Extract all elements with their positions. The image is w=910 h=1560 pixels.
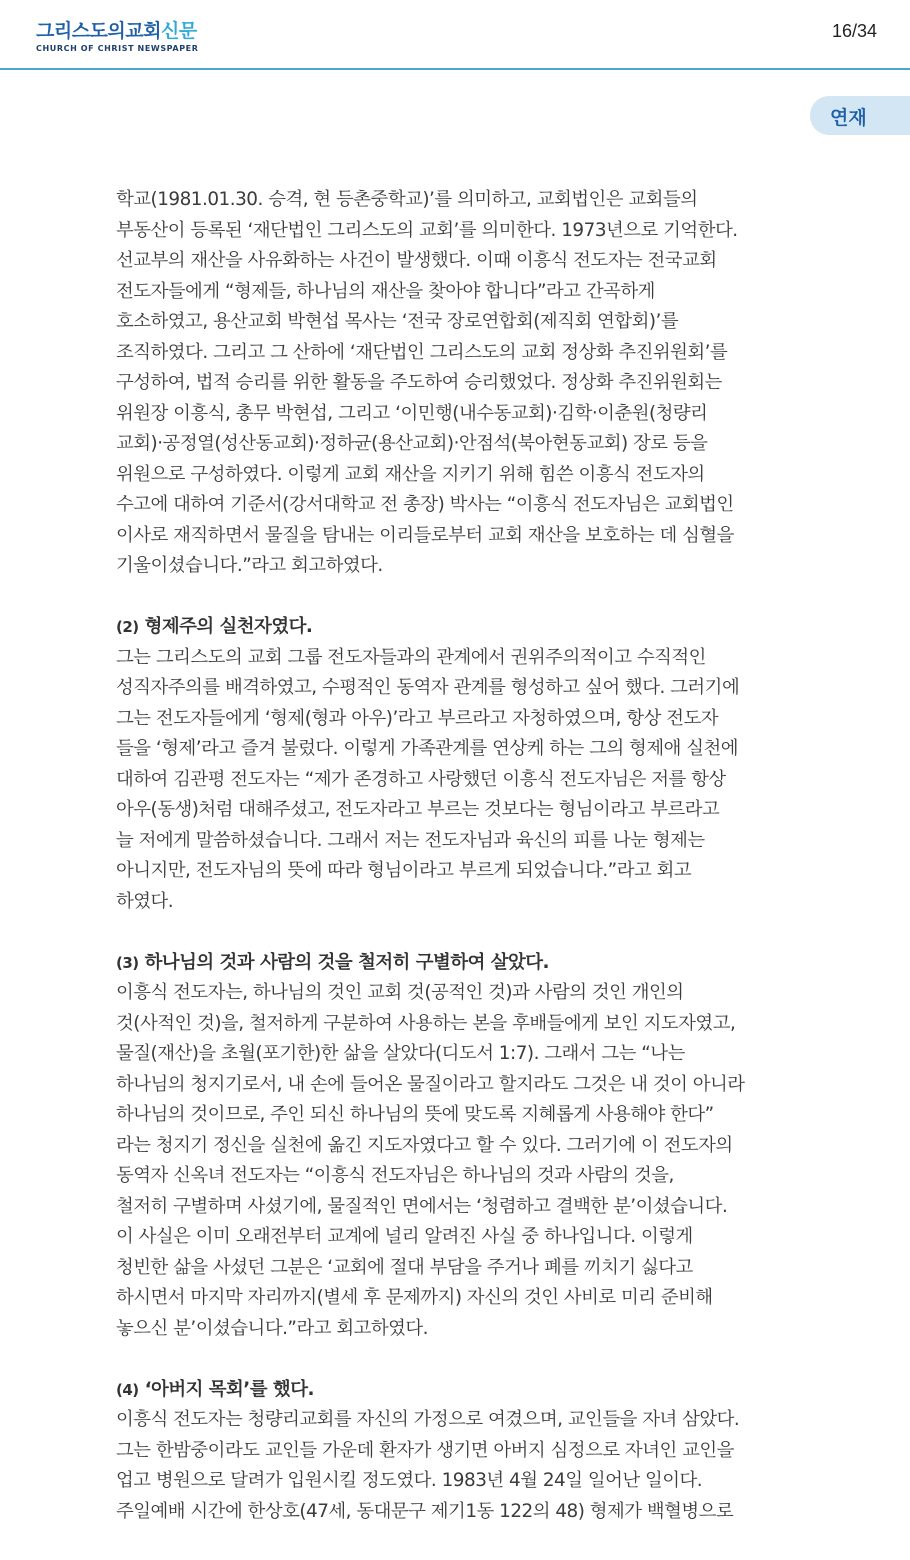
- text-line: 호소하였고, 용산교회 박현섭 목사는 ‘전국 장로연합회(제직회 연합회)’를: [116, 311, 679, 332]
- text-line: 그는 전도자들에게 ‘형제(형과 아우)’라고 부르라고 자청하였으며, 항상 전도자: [116, 707, 719, 729]
- paragraph-gap: [116, 582, 806, 613]
- text-line: 것(사적인 것)을, 철저하게 구분하여 사용하는 본을 후배들에게 보인 지도자였고,: [116, 1012, 736, 1034]
- heading-text: 하나님의 것과 사람의 것을 철저히 구별하여 살았다.: [144, 951, 550, 973]
- text-line: 하시면서 마지막 자리까지(별세 후 문제까지) 자신의 것인 사비로 미리 준비해: [116, 1287, 713, 1308]
- logo-english: CHURCH OF CHRIST NEWSPAPER: [36, 44, 199, 53]
- text-line: 아니지만, 전도자님의 뜻에 따라 형님이라고 부르게 되었습니다.”라고 회고: [116, 860, 692, 881]
- article-body: [116, 185, 806, 1527]
- text-line: 동역자 신옥녀 전도자는 “이흥식 전도자님은 하나님의 것과 사람의 것을,: [116, 1165, 674, 1186]
- text-line: 이흥식 전도자는 청량리교회를 자신의 가정으로 여겼으며, 교인들을 자녀 삼았다.: [116, 1409, 740, 1430]
- text-line: 라는 청지기 정신을 실천에 옮긴 지도자였다고 할 수 있다. 그러기에 이 전도자의: [116, 1134, 733, 1156]
- section-heading-2: [116, 612, 806, 643]
- text-line: 이사로 재직하면서 물질을 탐내는 이리들로부터 교회 재산을 보호하는 데 심혈을: [116, 524, 734, 546]
- heading-number: (3): [116, 953, 139, 972]
- heading-number: (4): [116, 1380, 139, 1399]
- text-line: 하나님의 것이므로, 주인 되신 하나님의 뜻에 맞도록 지혜롭게 사용해야 한다”: [116, 1104, 714, 1125]
- text-line: 물질(재산)을 초월(포기한)한 삶을 살았다(디도서 1:7). 그래서 그는 “나는: [116, 1043, 685, 1064]
- heading-text: 형제주의 실천자였다.: [144, 616, 313, 637]
- text-line: 들을 ‘형제’라고 즐겨 불렀다. 이렇게 가족관계를 연상케 하는 그의 형제애 실천에: [116, 738, 738, 759]
- logo-korean: [36, 20, 199, 42]
- section-heading-3: [116, 948, 806, 979]
- paragraph-4: [116, 1405, 806, 1527]
- text-line: 늘 저에게 말씀하셨습니다. 그래서 저는 전도자님과 육신의 피를 나눈 형제는: [116, 829, 705, 851]
- text-line: 청빈한 삶을 사셨던 그분은 ‘교회에 절대 부담을 주거나 폐를 끼치기 싫다고: [116, 1256, 693, 1278]
- text-line: 교회)·공정열(성산동교회)·정하균(용산교회)·안점석(북아현동교회) 장로 등을: [116, 433, 708, 454]
- text-line: 하였다.: [116, 890, 174, 912]
- text-line: 기울이셨습니다.”라고 회고하였다.: [116, 555, 383, 576]
- text-line: 철저히 구별하며 사셨기에, 물질적인 면에서는 ‘청렴하고 결백한 분’이셨습니다.: [116, 1195, 728, 1217]
- logo-korean-part2: 신문: [160, 20, 197, 42]
- paragraph-3: [116, 978, 806, 1344]
- text-line: 이흥식 전도자는, 하나님의 것인 교회 것(공적인 것)과 사람의 것인 개인의: [116, 982, 684, 1003]
- section-tab-label: 연재: [830, 107, 867, 129]
- paragraph-2: [116, 643, 806, 918]
- text-line: 놓으신 분’이셨습니다.”라고 회고하였다.: [116, 1317, 429, 1339]
- text-line: 성직자주의를 배격하였고, 수평적인 동역자 관계를 형성하고 싶어 했다. 그러기에: [116, 677, 740, 698]
- paragraph-gap: [116, 917, 806, 948]
- text-line: 구성하여, 법적 승리를 위한 활동을 주도하여 승리했었다. 정상화 추진위원회는: [116, 372, 722, 393]
- text-line: 이 사실은 이미 오래전부터 교계에 널리 알려진 사실 중 하나입니다. 이렇게: [116, 1226, 693, 1247]
- text-line: 주일예배 시간에 한상호(47세, 동대문구 제기1동 122의 48) 형제가 백혈병으로: [116, 1500, 734, 1522]
- newspaper-logo[interactable]: [36, 20, 199, 54]
- text-line: 위원으로 구성하였다. 이렇게 교회 재산을 지키기 위해 힘쓴 이흥식 전도자의: [116, 463, 705, 485]
- heading-text: ‘아버지 목회’를 했다.: [144, 1378, 314, 1400]
- text-line: 아우(동생)처럼 대해주셨고, 전도자라고 부르는 것보다는 형님이라고 부르라고: [116, 799, 720, 820]
- text-line: 업고 병원으로 달려가 입원시킬 정도였다. 1983년 4월 24일 일어난 일이다.: [116, 1470, 703, 1491]
- text-line: 선교부의 재산을 사유화하는 사건이 발생했다. 이때 이흥식 전도자는 전국교회: [116, 250, 717, 271]
- text-line: 학교(1981.01.30. 승격, 현 등촌중학교)’를 의미하고, 교회법인은 교회들의: [116, 189, 698, 210]
- text-line: 조직하였다. 그리고 그 산하에 ‘재단법인 그리스도의 교회 정상화 추진위원회’를: [116, 341, 728, 363]
- text-line: 수고에 대하여 기준서(강서대학교 전 총장) 박사는 “이흥식 전도자님은 교회법인: [116, 494, 734, 515]
- logo-korean-part1: 그리스도의교회: [36, 20, 161, 42]
- text-line: 그는 그리스도의 교회 그룹 전도자들과의 관계에서 권위주의적이고 수직적인: [116, 646, 706, 668]
- section-tab-serial[interactable]: [810, 96, 910, 135]
- text-line: 위원장 이흥식, 총무 박현섭, 그리고 ‘이민행(내수동교회)·김학·이춘원(청량리: [116, 402, 708, 424]
- paragraph-1: [116, 185, 806, 582]
- section-heading-4: [116, 1375, 806, 1406]
- text-line: 부동산이 등록된 ‘재단법인 그리스도의 교회’를 의미한다. 1973년으로 기억한다.: [116, 219, 738, 241]
- paragraph-gap: [116, 1344, 806, 1375]
- text-line: 전도자들에게 “형제들, 하나님의 재산을 찾아야 합니다”라고 간곡하게: [116, 280, 655, 302]
- heading-number: (2): [116, 618, 139, 636]
- page-header: [0, 0, 910, 70]
- text-line: 하나님의 청지기로서, 내 손에 들어온 물질이라고 할지라도 그것은 내 것이 아니라: [116, 1073, 745, 1095]
- page-number: 16/34: [831, 21, 877, 41]
- text-line: 대하여 김관평 전도자는 “제가 존경하고 사랑했던 이흥식 전도자님은 저를 항상: [116, 768, 726, 790]
- text-line: 그는 한밤중이라도 교인들 가운데 환자가 생기면 아버지 심정으로 자녀인 교인을: [116, 1439, 734, 1461]
